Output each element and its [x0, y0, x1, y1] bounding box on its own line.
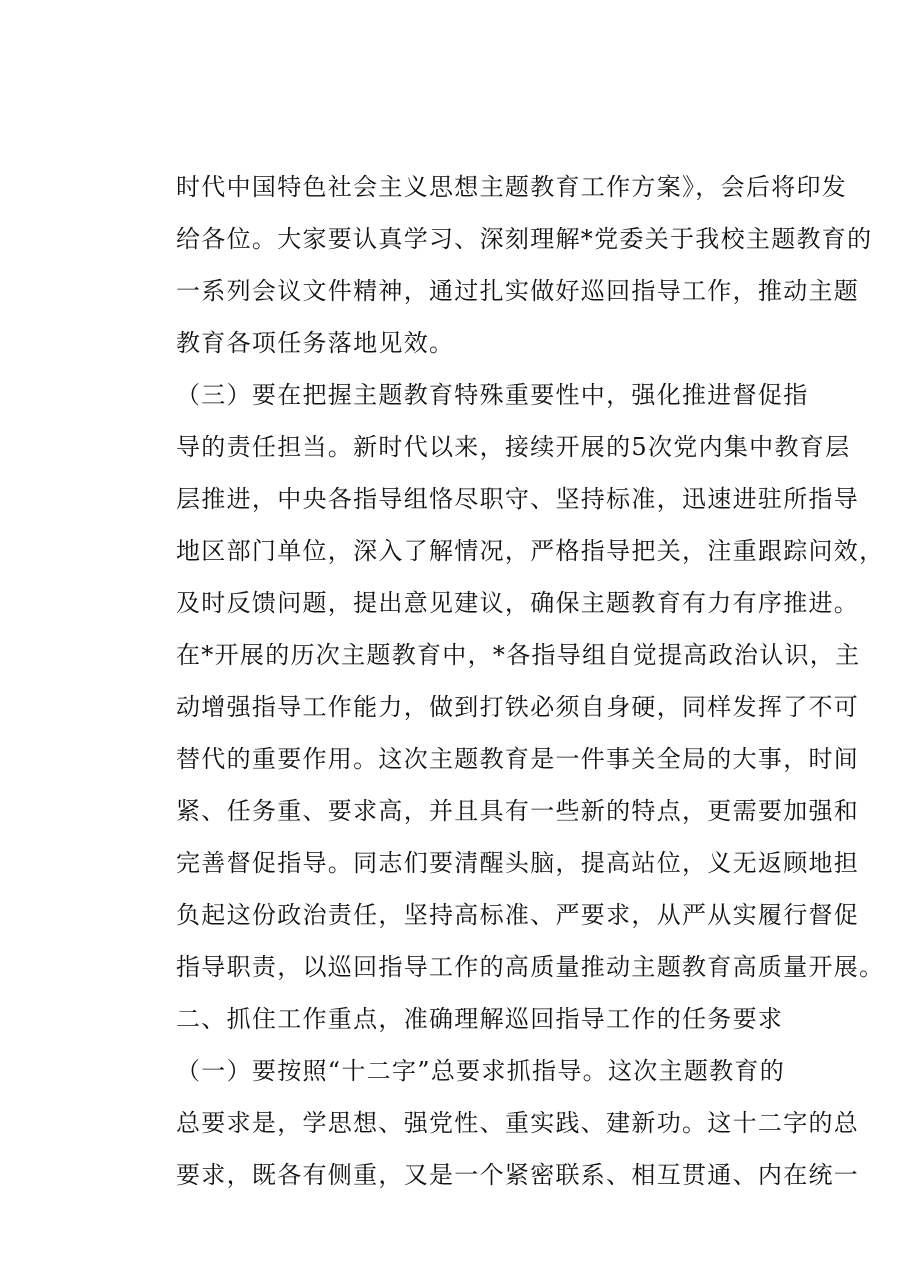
- text-line: 教育各项任务落地见效。: [176, 329, 455, 357]
- section-heading: 二、抓住工作重点，准确理解巡回指导工作的任务要求: [176, 1005, 784, 1033]
- text-line: 地区部门单位，深入了解情况，严格指导把关，注重跟踪问效，: [176, 537, 885, 565]
- text-line: 给各位。大家要认真学习、深刻理解*党委关于我校主题教育的: [176, 225, 873, 253]
- text-line: 要求，既各有侧重，又是一个紧密联系、相互贯通、内在统一: [176, 1161, 860, 1189]
- text-line: （三）要在把握主题教育特殊重要性中，强化推进督促指: [176, 381, 809, 409]
- text-line: 导的责任担当。新时代以来，接续开展的5次党内集中教育层: [176, 433, 851, 461]
- text-line: 指导职责，以巡回指导工作的高质量推动主题教育高质量开展。: [176, 953, 885, 981]
- text-line: （一）要按照“十二字”总要求抓指导。这次主题教育的: [176, 1057, 786, 1085]
- text-line: 时代中国特色社会主义思想主题教育工作方案》，会后将印发: [176, 173, 848, 201]
- text-line: 及时反馈问题，提出意见建议，确保主题教育有力有序推进。: [176, 589, 860, 617]
- text-line: 一系列会议文件精神，通过扎实做好巡回指导工作，推动主题: [176, 277, 860, 305]
- text-line: 层推进，中央各指导组恪尽职守、坚持标准，迅速进驻所指导: [176, 485, 860, 513]
- text-line: 总要求是，学思想、强党性、重实践、建新功。这十二字的总: [176, 1109, 860, 1137]
- text-line: 替代的重要作用。这次主题教育是一件事关全局的大事，时间: [176, 745, 860, 773]
- text-line: 负起这份政治责任，坚持高标准、严要求，从严从实履行督促: [176, 901, 860, 929]
- text-line: 完善督促指导。同志们要清醒头脑，提高站位，义无返顾地担: [176, 849, 860, 877]
- text-line: 动增强指导工作能力，做到打铁必须自身硬，同样发挥了不可: [176, 693, 860, 721]
- text-line: 在*开展的历次主题教育中，*各指导组自觉提高政治认识，主: [176, 641, 861, 669]
- text-line: 紧、任务重、要求高，并且具有一些新的特点，更需要加强和: [176, 797, 860, 825]
